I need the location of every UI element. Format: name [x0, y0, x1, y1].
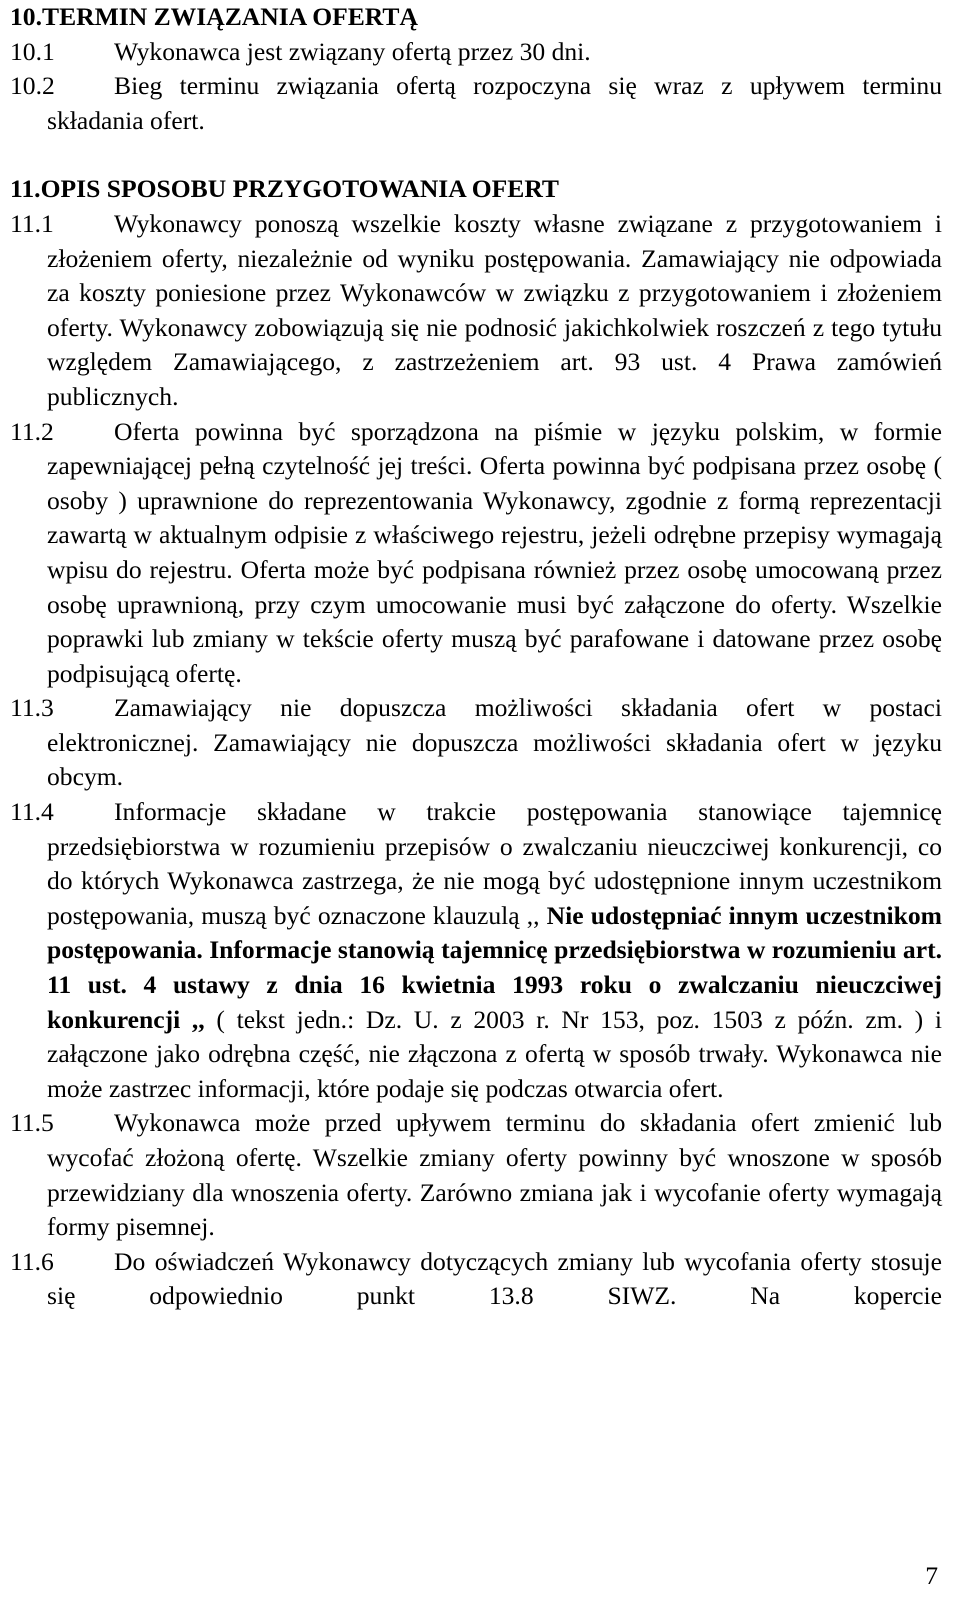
item-11-6 [10, 1245, 942, 1314]
section-11-heading: 11.OPIS SPOSOBU PRZYGOTOWANIA OFERT [10, 174, 560, 204]
item-11-5 [10, 1106, 942, 1244]
item-11-4 [10, 795, 942, 1106]
item-text: Do oświadczeń Wykonawcy dotyczących zmiany lub wycofania oferty stosuje się odpowiednio punkt 13.8 SIWZ. Na kopercie [47, 1246, 942, 1311]
item-text-block [10, 1245, 942, 1314]
item-text-continued: ( tekst jedn.: Dz. U. z 2003 r. Nr 153, poz. 1503 z późn. zm. ) i załączone jako odrębna część, nie złączona z ofertą w sposób trwały. Wykonawca nie może zastrzec informacji, które podaje się podczas otwarcia ofert. [47, 1004, 942, 1103]
item-text: Zamawiający nie dopuszcza możliwości składania ofert w postaci elektronicznej. Zamawiający nie dopuszcza możliwości składania ofert w języku obcym. [47, 693, 942, 792]
item-number: 11.1 [10, 208, 54, 238]
item-text: Oferta powinna być sporządzona na piśmie w języku polskim, w formie zapewniającej pełną czytelność jej treści. Oferta powinna być podpisana przez osobę ( osoby ) uprawnione do reprezentowania Wykonawcy, zgodnie z formą reprezentacji zawartą w aktualnym odpisie z właściwego rejestru, jeżeli odrębne przepisy wymagają wpisu do rejestru. Oferta może być podpisana również przez osobę umocowaną przez osobę uprawnioną, przy czym umocowanie musi być załączone do oferty. Wszelkie poprawki lub zmiany w tekście oferty muszą być parafowane i datowane przez osobę podpisującą ofertę. [47, 416, 942, 688]
section-spacer [10, 138, 942, 172]
item-number: 11.2 [10, 416, 54, 446]
item-text-block [10, 795, 942, 1106]
document-body [10, 0, 942, 1314]
item-11-2 [10, 415, 942, 692]
item-11-1 [10, 207, 942, 415]
item-10-2 [10, 69, 942, 138]
item-text-block [10, 207, 942, 415]
item-text-block [10, 1106, 942, 1244]
item-number: 10.2 [10, 71, 55, 101]
item-text: Wykonawca może przed upływem terminu do składania ofert zmienić lub wycofać złożoną ofertę. Wszelkie zmiany oferty powinny być wnoszone w sposób przewidziany dla wnoszenia oferty. Zarówno zmiana jak i wycofanie oferty wymagają formy pisemnej. [47, 1108, 942, 1242]
item-number: 11.6 [10, 1246, 54, 1276]
item-text: Informacje składane w trakcie postępowania stanowiące tajemnicę przedsiębiorstwa w rozumieniu przepisów o zwalczaniu nieuczciwej konkurencji, co do których Wykonawca zastrzega, że nie mogą być udostępnione innym uczestnikom postępowania, muszą być oznaczone klauzulą ,, [47, 797, 942, 930]
item-11-3 [10, 691, 942, 795]
item-text-block [10, 415, 942, 692]
item-text: Bieg terminu związania ofertą rozpoczyna się wraz z upływem terminu składania ofert. [47, 71, 942, 135]
page-number: 7 [925, 1561, 938, 1590]
item-text-block [10, 69, 942, 138]
item-number: 11.3 [10, 693, 54, 723]
item-text: Wykonawca jest związany ofertą przez 30 dni. [114, 36, 591, 66]
item-number: 11.5 [10, 1108, 54, 1138]
item-number: 11.4 [10, 797, 54, 827]
item-number: 10.1 [10, 36, 55, 66]
section-10-heading: 10.TERMIN ZWIĄZANIA OFERTĄ [10, 2, 418, 31]
item-10-1 [10, 35, 942, 70]
item-text: Wykonawcy ponoszą wszelkie koszty własne związane z przygotowaniem i złożeniem oferty, niezależnie od wyniku postępowania. Zamawiający nie odpowiada za koszty poniesione przez Wykonawców w związku z przygotowaniem i złożeniem oferty. Wykonawcy zobowiązują się nie podnosić jakichkolwiek roszczeń z tego tytułu względem Zamawiającego, z zastrzeżeniem art. 93 ust. 4 Prawa zamówień publicznych. [47, 208, 942, 411]
item-text-block [10, 691, 942, 795]
confidentiality-clause: Nie udostępniać innym uczestnikom postępowania. Informacje stanowią tajemnicę przedsiębiorstwa w rozumieniu art. 11 ust. 4 ustawy z dnia 16 kwietnia 1993 roku o zwalczaniu nieuczciwej konkurencji ,, [47, 900, 942, 1034]
